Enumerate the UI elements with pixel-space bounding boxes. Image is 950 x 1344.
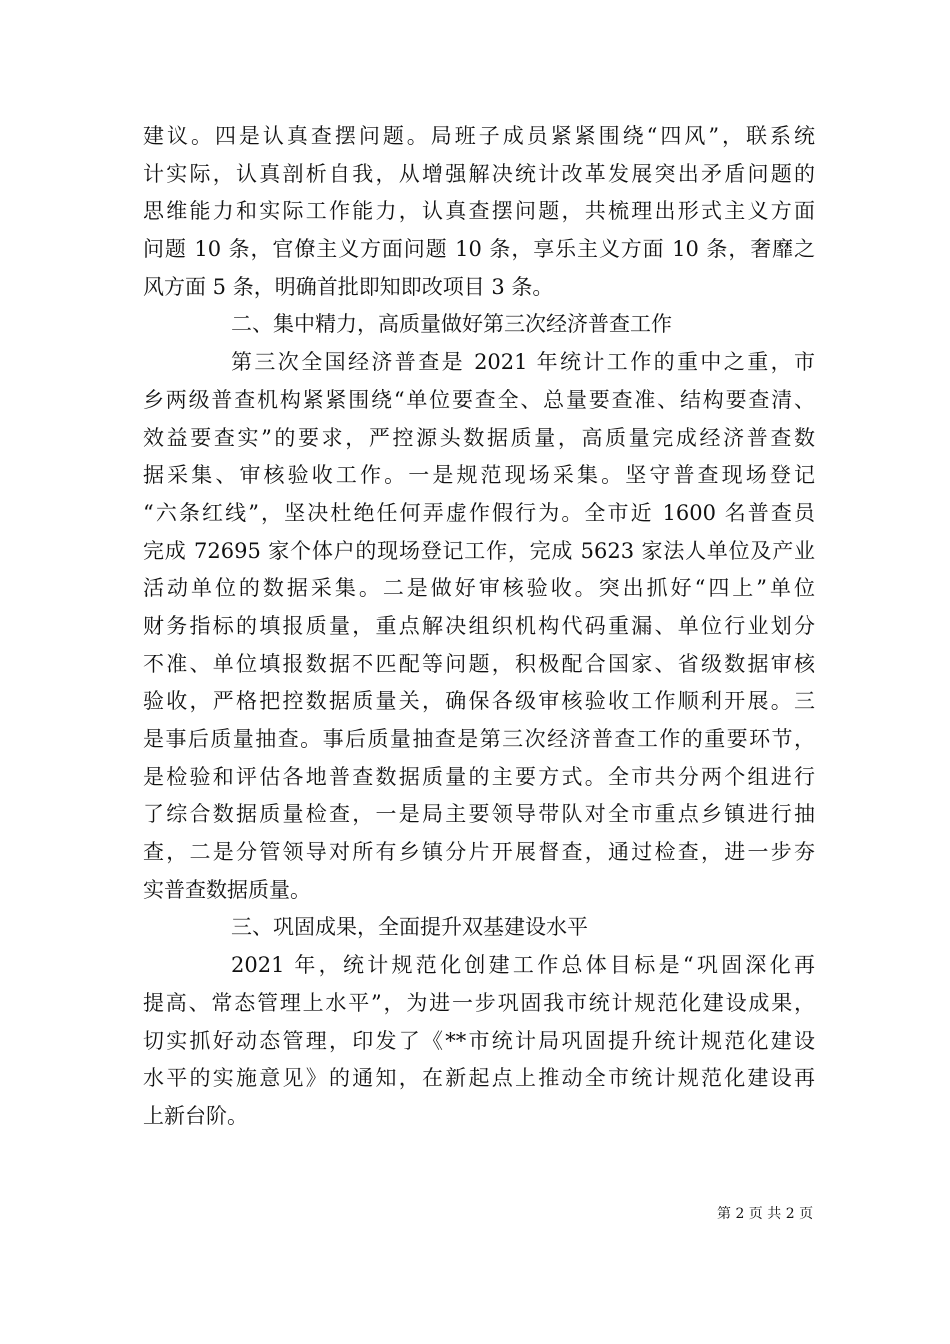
- text-line: “六条红线”，坚决杜绝任何弄虚作假行为。全市近 1600 名普查员: [143, 500, 815, 525]
- text-line: 切实抓好动态管理，印发了《**市统计局巩固提升统计规范化建设: [143, 1028, 815, 1053]
- text-line: 活动单位的数据采集。二是做好审核验收。突出抓好“四上”单位: [143, 576, 815, 601]
- text-line: 上新台阶。: [143, 1103, 248, 1128]
- text-line: 第三次全国经济普查是 2021 年统计工作的重中之重，市: [231, 350, 815, 375]
- text-line: 了综合数据质量检查，一是局主要领导带队对全市重点乡镇进行抽: [143, 802, 815, 827]
- text-line: 乡两级普查机构紧紧围绕“单位要查全、总量要查准、结构要查清、: [143, 387, 815, 412]
- page-number-footer: 第 2 页 共 2 页: [717, 1206, 814, 1222]
- text-line: 2021 年，统计规范化创建工作总体目标是“巩固深化再: [231, 953, 815, 978]
- text-line: 查，二是分管领导对所有乡镇分片开展督查，通过检查，进一步夯: [143, 840, 815, 865]
- paragraph-continued: [143, 118, 815, 306]
- text-line: 思维能力和实际工作能力，认真查摆问题，共梳理出形式主义方面: [143, 199, 815, 224]
- section-2-paragraph: [143, 344, 815, 909]
- text-line: 验收，严格把控数据质量关，确保各级审核验收工作顺利开展。三: [143, 689, 815, 714]
- text-line: 计实际，认真剖析自我，从增强解决统计改革发展突出矛盾问题的: [143, 161, 815, 186]
- text-line: 不准、单位填报数据不匹配等问题，积极配合国家、省级数据审核: [143, 651, 815, 676]
- text-line: 财务指标的填报质量，重点解决组织机构代码重漏、单位行业划分: [143, 613, 815, 638]
- text-line: 建议。四是认真查摆问题。局班子成员紧紧围绕“四风”，联系统: [143, 124, 815, 148]
- document-body: [143, 118, 815, 1136]
- text-line: 问题 10 条，官僚主义方面问题 10 条，享乐主义方面 10 条，奢靡之: [143, 237, 815, 262]
- text-line: 提高、常态管理上水平”，为进一步巩固我市统计规范化建设成果，: [143, 990, 815, 1015]
- text-line: 效益要查实”的要求，严控源头数据质量，高质量完成经济普查数: [143, 425, 815, 450]
- text-line: 是检验和评估各地普查数据质量的主要方式。全市共分两个组进行: [143, 764, 815, 789]
- text-line: 水平的实施意见》的通知，在新起点上推动全市统计规范化建设再: [143, 1066, 815, 1091]
- section-2-heading: 二、集中精力，高质量做好第三次经济普查工作: [231, 312, 672, 337]
- text-line: 风方面 5 条，明确首批即知即改项目 3 条。: [143, 274, 554, 299]
- text-line: 据采集、审核验收工作。一是规范现场采集。坚守普查现场登记: [143, 463, 815, 488]
- section-3-paragraph: [143, 947, 815, 1135]
- text-line: 是事后质量抽查。事后质量抽查是第三次经济普查工作的重要环节，: [143, 727, 815, 751]
- text-line: 实普查数据质量。: [143, 877, 311, 902]
- section-3-heading: 三、巩固成果，全面提升双基建设水平: [231, 915, 588, 940]
- text-line: 完成 72695 家个体户的现场登记工作，完成 5623 家法人单位及产业: [143, 538, 815, 563]
